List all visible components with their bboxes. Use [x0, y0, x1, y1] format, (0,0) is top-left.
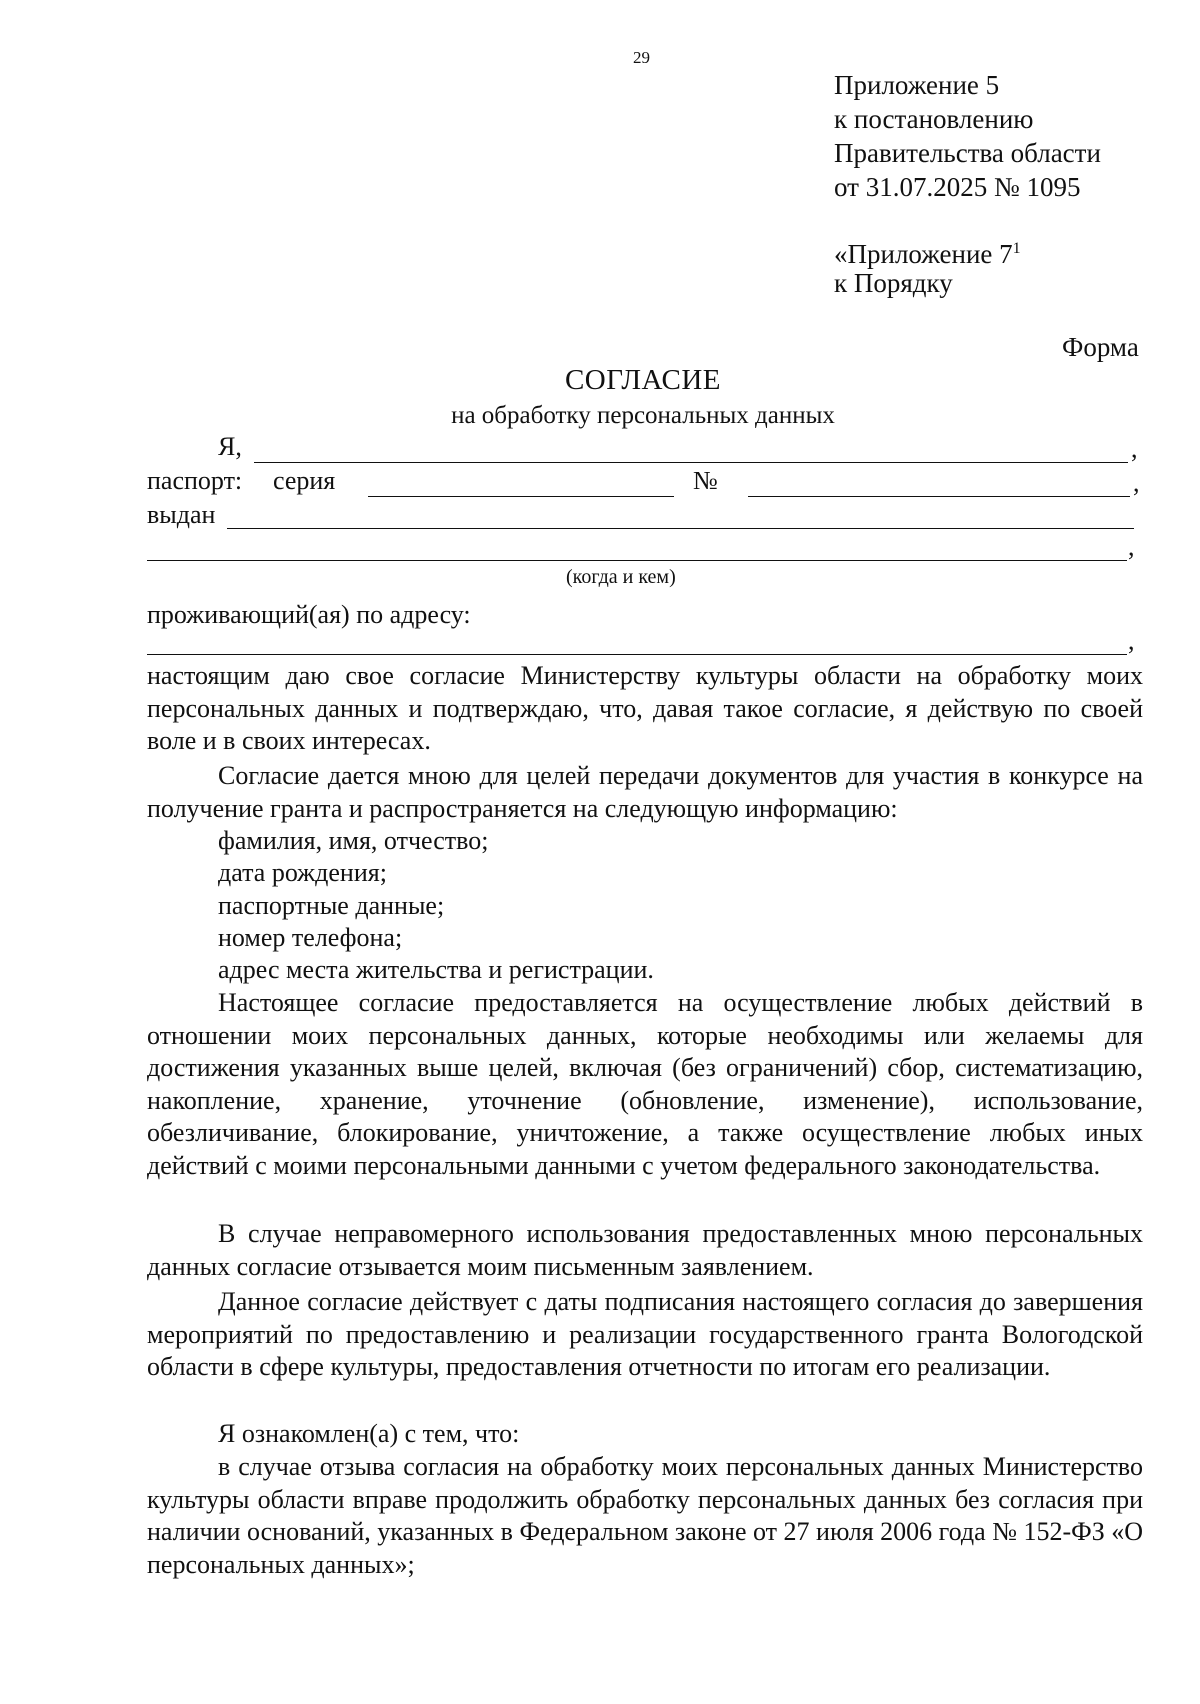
list-item: дата рождения; [218, 858, 387, 887]
list-item: адрес места жительства и регистрации. [218, 955, 654, 984]
aware-paragraph: Я ознакомлен(а) с тем, что: [218, 1419, 520, 1448]
appendix-line-2: к постановлению [834, 104, 1034, 134]
revocation-note-paragraph: в случае отзыва согласия на обработку моих персональных данных Министерство культуры области вправе продолжить обработку персональных данных без согласия при наличии оснований, указанных в Федеральном законе от 27 июля 2006 года № 152-ФЗ «О персональных данных»; [147, 1452, 1143, 1579]
consent-paragraph: настоящим даю свое согласие Министерству культуры области на обработку моих персональных данных и подтверждаю, что, давая такое согласие, я действую по своей воле и в своих интересах. [147, 661, 1143, 755]
appendix-line-1: Приложение 5 [834, 70, 1000, 100]
document-subtitle: на обработку персональных данных [451, 402, 835, 429]
list-item: паспортные данные; [218, 891, 445, 920]
appendix-line-3: Правительства области [834, 138, 1101, 168]
number-label: № [693, 466, 718, 495]
appendix-line-5-superscript: 1 [1012, 240, 1021, 257]
list-item: номер телефона; [218, 923, 403, 952]
form-label: Форма [1062, 332, 1139, 362]
issued-line-1[interactable] [227, 528, 1134, 529]
passport-comma: , [1133, 468, 1140, 497]
address-label: проживающий(ая) по адресу: [147, 600, 471, 629]
issued-label: выдан [147, 500, 216, 529]
passport-label: паспорт: [147, 466, 243, 495]
issued-hint: (когда и кем) [566, 566, 676, 588]
document-title: СОГЛАСИЕ [564, 364, 722, 396]
series-label: серия [273, 466, 336, 495]
page-number: 29 [633, 48, 650, 67]
revoke-paragraph: В случае неправомерного использования предоставленных мною персональных данных согласие отзывается моим письменным заявлением. [147, 1219, 1143, 1281]
appendix-line-6: к Порядку [834, 268, 953, 298]
passport-series-line[interactable] [368, 496, 674, 497]
issued-comma: , [1128, 532, 1135, 561]
appendix-line-4: от 31.07.2025 № 1095 [834, 172, 1081, 202]
purpose-paragraph: Согласие дается мною для целей передачи документов для участия в конкурсе на получение гранта и распространяется на следующую информацию: [147, 761, 1143, 823]
ya-label: Я, [218, 432, 242, 461]
full-name-comma: , [1131, 434, 1138, 463]
address-comma: , [1128, 626, 1135, 655]
address-line[interactable] [147, 654, 1127, 655]
full-name-line[interactable] [254, 462, 1128, 463]
appendix-line-5-main: «Приложение 7 [834, 239, 1013, 269]
issued-line-2[interactable] [147, 560, 1127, 561]
actions-paragraph: Настоящее согласие предоставляется на осуществление любых действий в отношении моих персональных данных, которые необходимы или желаемы для достижения указанных выше целей, включая (без ограничений) сбор, систематизацию, накопление, хранение, уточнение (обновление, изменение), использование, обезличивание, блокирование, уничтожение, а также осуществление любых иных действий с моими персональными данными с учетом федерального законодательства. [147, 988, 1143, 1180]
passport-number-line[interactable] [748, 496, 1130, 497]
list-item: фамилия, имя, отчество; [218, 826, 489, 855]
validity-paragraph: Данное согласие действует с даты подписания настоящего согласия до завершения мероприятий по предоставлению и реализации государственного гранта Вологодской области в сфере культуры, предоставления отчетности по итогам его реализации. [147, 1287, 1143, 1381]
